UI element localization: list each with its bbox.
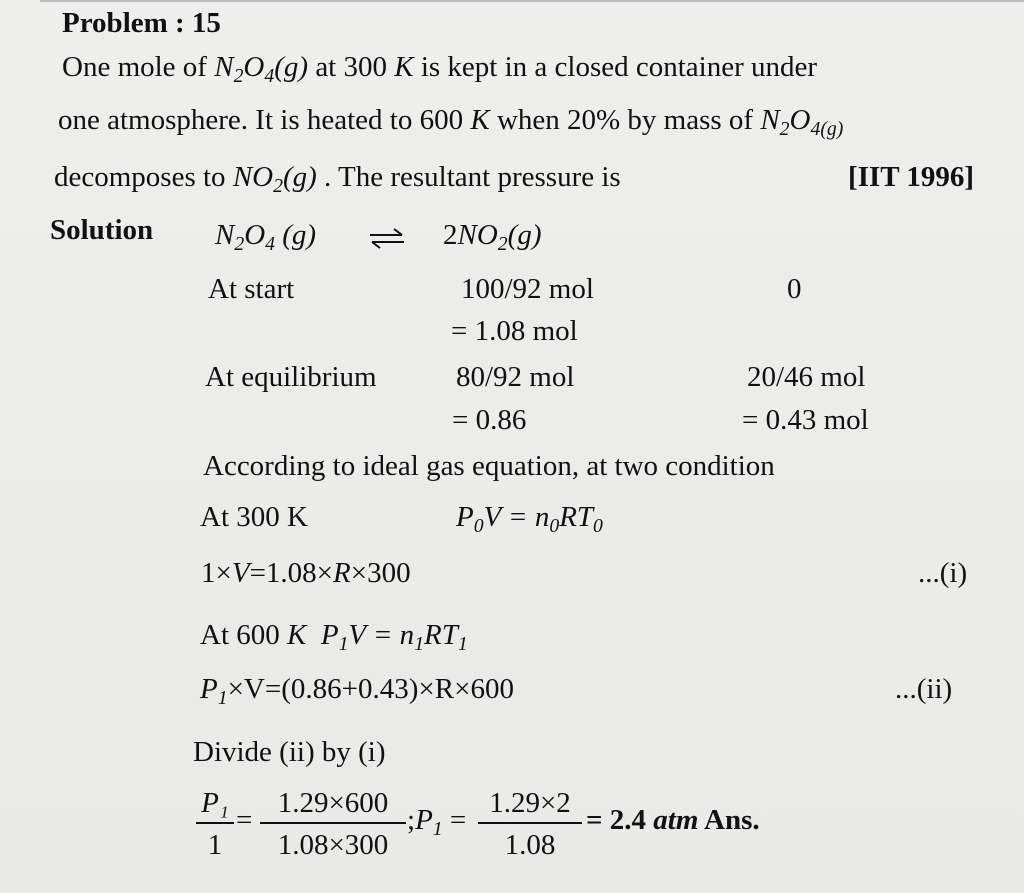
- reaction-product: $2NO_2(g)$: [443, 219, 542, 255]
- equals-sign-1: =: [236, 804, 253, 836]
- solution-label: Solution: [50, 214, 154, 246]
- equation-1: 1×V=1.08×R×300: [201, 557, 411, 589]
- problem-line-2: one atmosphere. It is heated to 600 K when 20% by mass of $N_2O_{4(g)}$: [58, 104, 844, 140]
- row-at-start-reactant: 100/92 mol: [461, 273, 594, 305]
- row-equilibrium-product: 20/46 mol: [747, 361, 866, 393]
- at-600k-line: At 600 K $P_1V = n_1RT_1$: [200, 619, 468, 655]
- equation-p0v: $P_0V = n_0RT_0$: [456, 501, 603, 537]
- equilibrium-arrow-icon: [368, 226, 406, 250]
- ideal-gas-text: According to ideal gas equation, at two condition: [203, 450, 775, 482]
- problem-line-1: One mole of $N_2O_4(g)$ at 300 K is kept in a closed container under: [62, 51, 818, 87]
- page-top-rule: [40, 0, 1024, 2]
- equation-2: $P_1\times V=(0.86+0.43)\times R\times 600$: [200, 673, 514, 709]
- fraction-129x2-over-108: 1.29×2 1.08: [478, 786, 582, 862]
- equation-2-tag: ...(ii): [895, 673, 953, 705]
- final-answer: = 2.4 atm Ans.: [586, 804, 760, 836]
- row-equilibrium-label: At equilibrium: [205, 361, 377, 393]
- reaction-reactant: $N_2O_4$ (g): [215, 219, 317, 255]
- at-300k-label: At 300 K: [200, 501, 308, 533]
- problem-reference: [IIT 1996]: [848, 161, 974, 193]
- formula-n2o4-sub-g: $N_2O_{4(g)}$: [760, 104, 844, 140]
- row-at-start-product: 0: [787, 273, 802, 305]
- row-at-start-label: At start: [208, 273, 295, 305]
- fraction-129x600-over-108x300: 1.29×600 1.08×300: [260, 786, 406, 862]
- formula-n2o4: $N_2O_4(g)$: [214, 51, 309, 87]
- row-equilibrium-reactant-value: = 0.86: [452, 404, 527, 436]
- problem-line-3: decomposes to $NO_2(g)$ . The resultant pressure is [IIT 1996]: [54, 161, 974, 197]
- equation-1-tag: ...(i): [918, 557, 968, 589]
- row-at-start-reactant-value: = 1.08 mol: [451, 315, 578, 347]
- semicolon-p1-equals: $;P_1$ =: [407, 804, 467, 840]
- divide-text: Divide (ii) by (i): [193, 736, 386, 768]
- problem-title: Problem : 15: [62, 7, 221, 39]
- row-equilibrium-reactant: 80/92 mol: [456, 361, 575, 393]
- formula-no2: $NO_2(g)$: [232, 161, 317, 197]
- row-equilibrium-product-value: = 0.43 mol: [742, 404, 869, 436]
- fraction-p1-over-1: P₁ 1: [196, 786, 234, 862]
